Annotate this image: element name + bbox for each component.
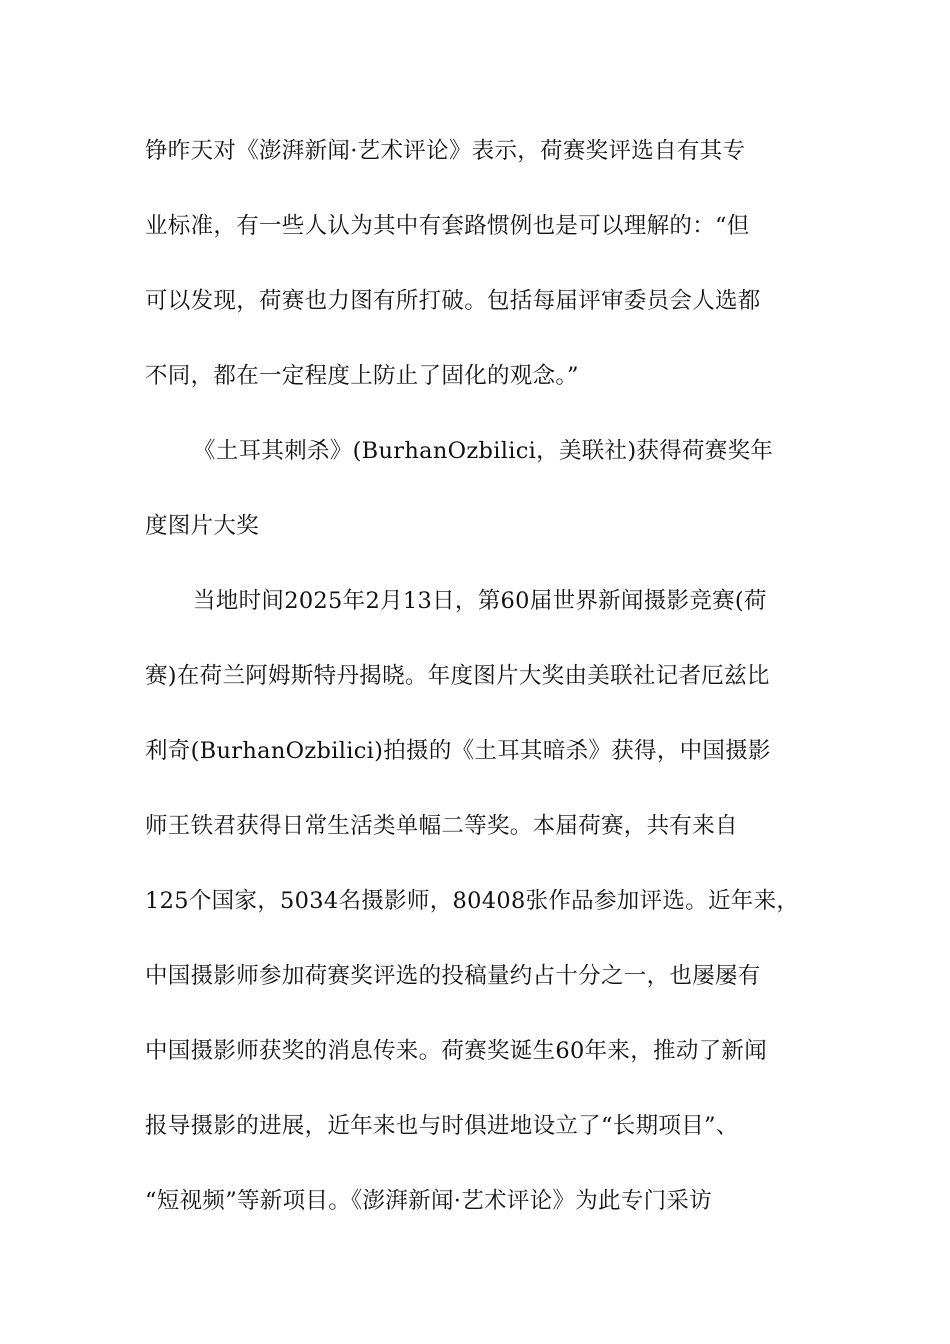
paragraph-line: 中国摄影师获奖的消息传来。荷赛奖诞生60年来，推动了新闻 [145,1038,768,1064]
paragraph-line: 业标准，有一些人认为其中有套路惯例也是可以理解的：“但 [145,213,750,239]
paragraph-line: 利奇(BurhanOzbilici)拍摄的《土耳其暗杀》获得，中国摄影 [145,738,771,764]
paragraph-line: “短视频”等新项目。《澎湃新闻·艺术评论》为此专门采访 [145,1188,713,1214]
paragraph-line: 铮昨天对《澎湃新闻·艺术评论》表示，荷赛奖评选自有其专 [145,138,746,164]
paragraph-line: 赛)在荷兰阿姆斯特丹揭晓。年度图片大奖由美联社记者厄兹比 [145,663,770,689]
paragraph-line: 125个国家，5034名摄影师，80408张作品参加评选。近年来， [145,888,800,914]
paragraph-line: 中国摄影师参加荷赛奖评选的投稿量约占十分之一，也屡屡有 [145,963,761,989]
paragraph-line: 可以发现，荷赛也力图有所打破。包括每届评审委员会人选都 [145,288,761,314]
paragraph-line: 当地时间2025年2月13日，第60届世界新闻摄影竞赛(荷 [193,588,767,614]
paragraph-line: 报导摄影的进展，近年来也与时俱进地设立了“长期项目”、 [145,1113,739,1139]
paragraph-line: 师王铁君获得日常生活类单幅二等奖。本届荷赛，共有来自 [145,813,738,839]
paragraph-line: 不同，都在一定程度上防止了固化的观念。” [145,363,579,389]
caption-line: 《土耳其刺杀》(BurhanOzbilici，美联社)获得荷赛奖年 [193,438,774,464]
caption-line: 度图片大奖 [145,513,260,539]
